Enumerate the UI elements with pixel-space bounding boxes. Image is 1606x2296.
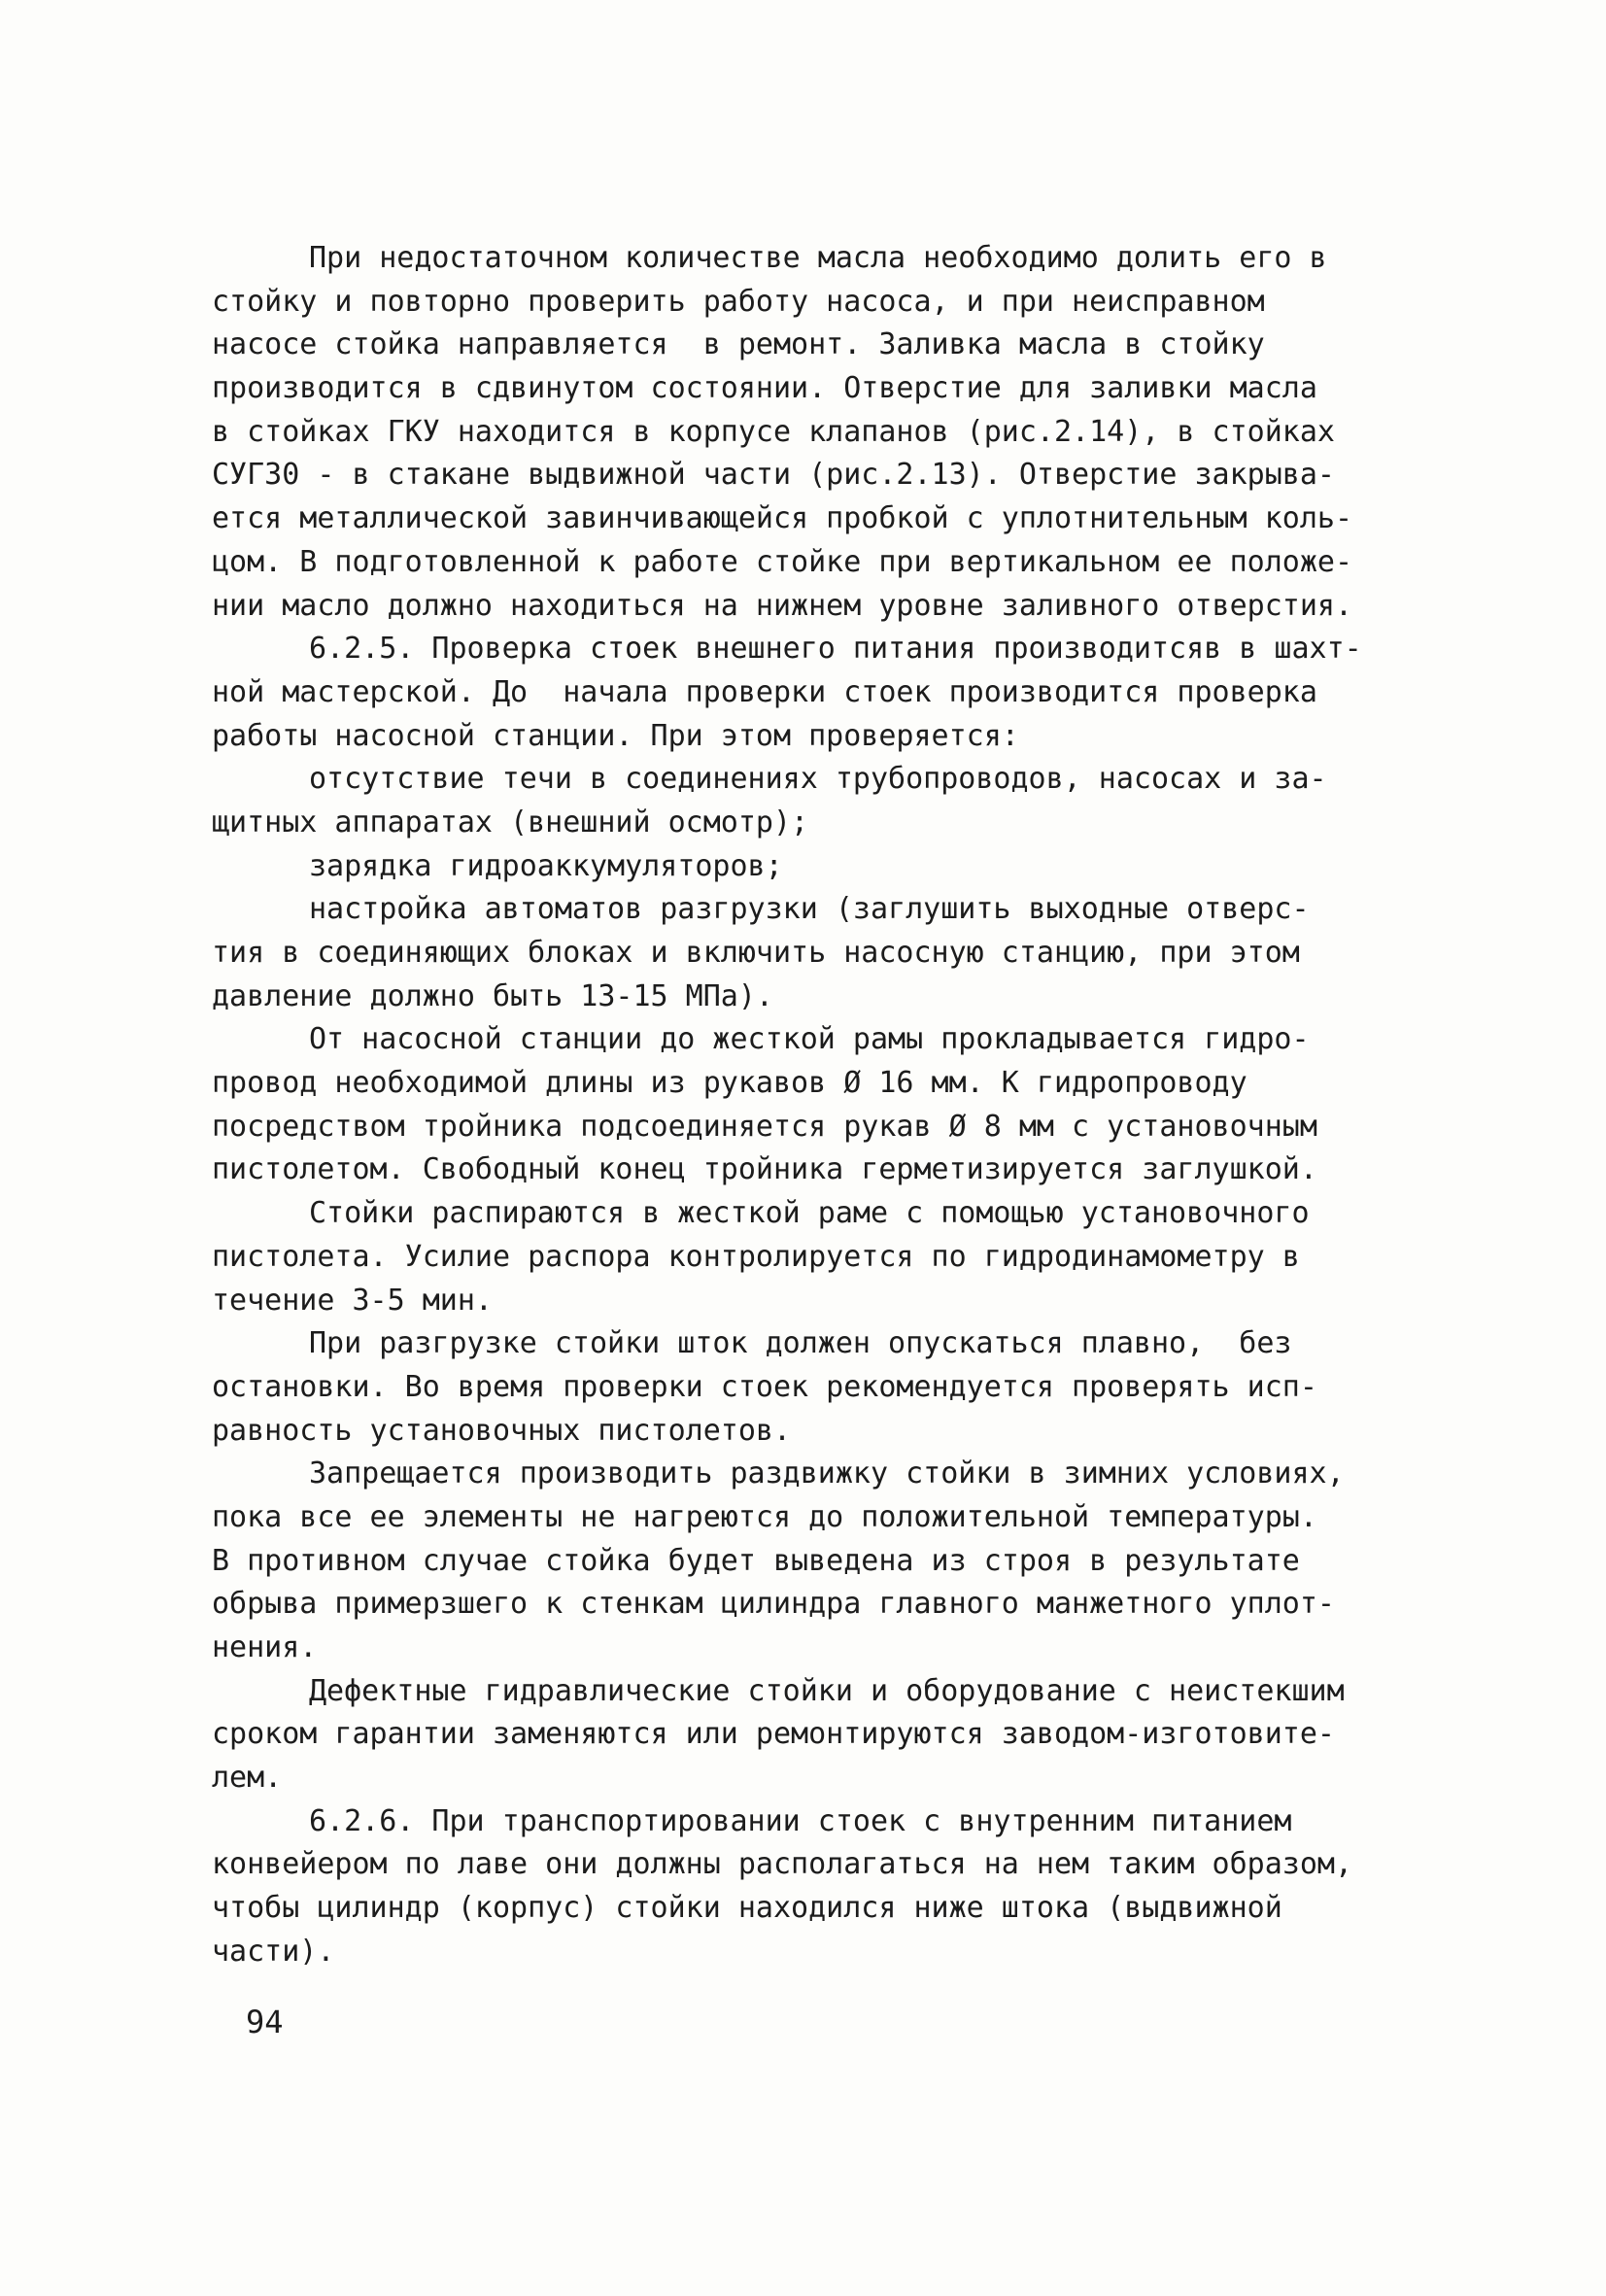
text-line: нии масло должно находиться на нижнем уровне заливного отверстия.	[212, 588, 1352, 623]
text-line: цом. В подготовленной к работе стойке при вертикальном ее положе-	[212, 544, 1352, 579]
text-line: посредством тройника подсоединяется рукав Ø 8 мм с установочным	[212, 1109, 1317, 1144]
text-line: Дефектные гидравлические стойки и оборудование с неистекшим	[309, 1673, 1345, 1708]
text-line: пока все ее элементы не нагреются до положительной температуры.	[212, 1499, 1317, 1534]
text-line: насосе стойка направляется в ремонт. Заливка масла в стойку	[212, 327, 1265, 362]
text-line: конвейером по лаве они должны располагаться на нем таким образом,	[212, 1847, 1352, 1882]
text-line: щитных аппаратах (внешний осмотр);	[212, 805, 809, 840]
text-line: лем.	[212, 1761, 283, 1796]
text-line: части).	[212, 1934, 335, 1969]
text-line: От насосной станции до жесткой рамы прокладывается гидро-	[309, 1022, 1310, 1057]
text-line: равность установочных пистолетов.	[212, 1413, 792, 1448]
text-line: При разгрузке стойки шток должен опускаться плавно, без	[309, 1326, 1292, 1361]
text-line: ется металлической завинчивающейся пробкой с уплотнительным коль-	[212, 501, 1352, 536]
page-number: 94	[246, 2004, 284, 2040]
body-text	[212, 237, 1378, 1974]
text-line: стойку и повторно проверить работу насоса, и при неисправном	[212, 284, 1265, 319]
text-line: тия в соединяющих блоках и включить насосную станцию, при этом	[212, 936, 1300, 970]
text-line: ной мастерской. До начала проверки стоек производится проверка	[212, 674, 1317, 709]
text-line: пистолета. Усилие распора контролируется по гидродинамометру в	[212, 1239, 1300, 1274]
text-line: в стойках ГКУ находится в корпусе клапанов (рис.2.14), в стойках	[212, 414, 1335, 449]
text-line: сроком гарантии заменяются или ремонтируются заводом-изготовите-	[212, 1717, 1335, 1752]
text-line: При недостаточном количестве масла необходимо долить его в	[309, 241, 1327, 275]
text-line: давление должно быть 13-15 МПа).	[212, 978, 773, 1013]
text-line: 6.2.6. При транспортировании стоек с внутренним питанием	[309, 1803, 1292, 1838]
text-line: остановки. Во время проверки стоек рекомендуется проверять исп-	[212, 1369, 1317, 1404]
text-line: нения.	[212, 1630, 318, 1664]
text-line: чтобы цилиндр (корпус) стойки находился ниже штока (выдвижной	[212, 1891, 1282, 1926]
text-line: СУГ30 - в стакане выдвижной части (рис.2.13). Отверстие закрыва-	[212, 458, 1335, 493]
text-line: работы насосной станции. При этом проверяется:	[212, 718, 1019, 753]
text-line: настройка автоматов разгрузки (заглушить выходные отверс-	[309, 892, 1310, 927]
text-line: зарядка гидроаккумуляторов;	[309, 848, 783, 883]
text-line: пистолетом. Свободный конец тройника герметизируется заглушкой.	[212, 1152, 1317, 1187]
text-line: производится в сдвинутом состоянии. Отверстие для заливки масла	[212, 371, 1317, 406]
text-line: провод необходимой длины из рукавов Ø 16 мм. К гидропроводу	[212, 1066, 1247, 1101]
text-line: отсутствие течи в соединениях трубопроводов, насосах и за-	[309, 762, 1327, 797]
text-line: 6.2.5. Проверка стоек внешнего питания производитсяв в шахт-	[309, 632, 1362, 667]
text-line: Запрещается производить раздвижку стойки в зимних условиях,	[309, 1456, 1345, 1491]
text-line: Стойки распираются в жесткой раме с помощью установочного	[309, 1196, 1310, 1231]
text-line: обрыва примерзшего к стенкам цилиндра главного манжетного уплот-	[212, 1587, 1335, 1622]
text-line: течение 3-5 мин.	[212, 1283, 493, 1318]
text-line: В противном случае стойка будет выведена из строя в результате	[212, 1543, 1300, 1578]
